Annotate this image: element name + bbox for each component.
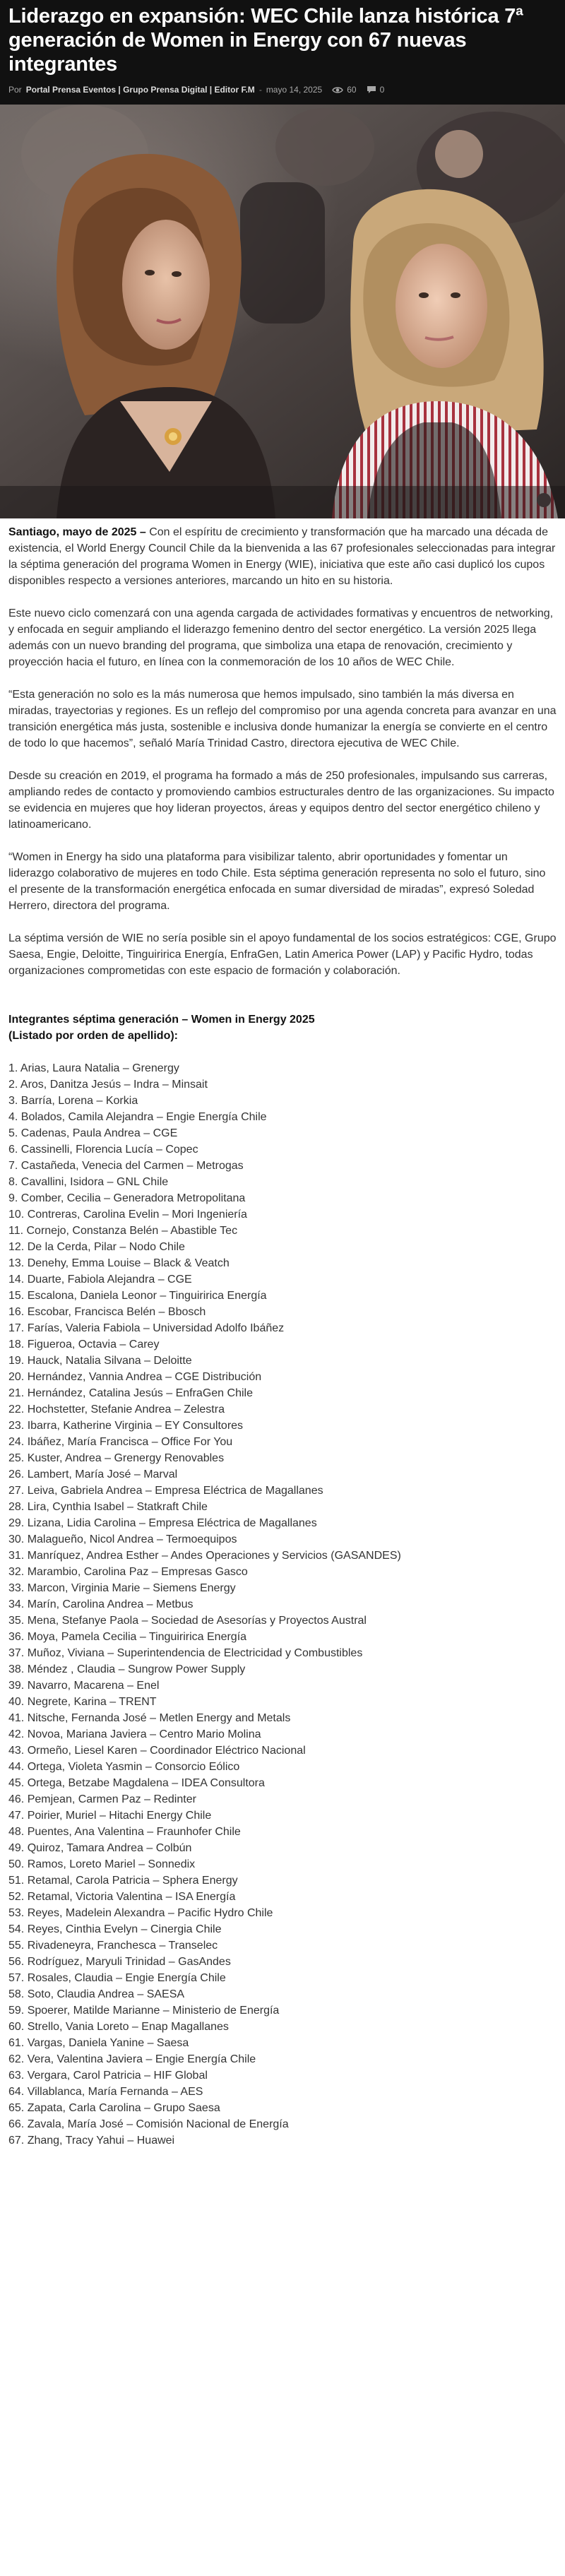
member-item: 14. Duarte, Fabiola Alejandra – CGE — [8, 1274, 192, 1286]
member-item: 56. Rodríguez, Maryuli Trinidad – GasAndes — [8, 1956, 231, 1968]
member-item: 17. Farías, Valeria Fabiola – Universidad Adolfo Ibáñez — [8, 1322, 285, 1334]
member-item: 11. Cornejo, Constanza Belén – Abastible Tec — [8, 1225, 238, 1237]
member-item: 3. Barría, Lorena – Korkia — [8, 1095, 138, 1107]
article-body — [0, 518, 565, 2177]
member-item: 49. Quiroz, Tamara Andrea – Colbún — [8, 1842, 192, 1854]
member-item: 20. Hernández, Vannia Andrea – CGE Distribución — [8, 1371, 262, 1383]
member-item: 55. Rivadeneyra, Franchesca – Transelec — [8, 1940, 218, 1952]
member-item: 33. Marcon, Virginia Marie – Siemens Energy — [8, 1582, 236, 1594]
member-item: 38. Méndez , Claudia – Sungrow Power Supply — [8, 1663, 246, 1675]
member-item: 43. Ormeño, Liesel Karen – Coordinador Eléctrico Nacional — [8, 1745, 306, 1757]
member-item: 28. Lira, Cynthia Isabel – Statkraft Chile — [8, 1501, 208, 1513]
member-item: 61. Vargas, Daniela Yanine – Saesa — [8, 2037, 189, 2049]
member-item: 15. Escalona, Daniela Leonor – Tinguiririca Energía — [8, 1290, 267, 1302]
member-item: 63. Vergara, Carol Patricia – HIF Global — [8, 2070, 208, 2082]
views-stat — [332, 85, 356, 95]
member-item: 1. Arias, Laura Natalia – Grenergy — [8, 1062, 179, 1074]
member-item: 66. Zavala, María José – Comisión Nacional de Energía — [8, 2118, 289, 2130]
meta-separator: - — [258, 85, 262, 95]
member-item: 67. Zhang, Tracy Yahui – Huawei — [8, 2135, 175, 2147]
member-item: 46. Pemjean, Carmen Paz – Redinter — [8, 1793, 196, 1805]
member-item: 34. Marín, Carolina Andrea – Metbus — [8, 1598, 194, 1610]
member-item: 10. Contreras, Carolina Evelin – Mori Ingeniería — [8, 1209, 247, 1221]
members-list — [8, 1060, 557, 2149]
by-label: Por — [8, 85, 22, 95]
member-item: 54. Reyes, Cinthia Evelyn – Cinergia Chile — [8, 1923, 222, 1935]
member-item: 21. Hernández, Catalina Jesús – EnfraGen Chile — [8, 1387, 253, 1399]
member-item: 60. Strello, Vania Loreto – Enap Magallanes — [8, 2021, 229, 2033]
member-item: 40. Negrete, Karina – TRENT — [8, 1696, 157, 1708]
member-item: 7. Castañeda, Venecia del Carmen – Metrogas — [8, 1160, 244, 1172]
member-item: 2. Aros, Danitza Jesús – Indra – Minsait — [8, 1079, 208, 1091]
article-meta — [8, 85, 557, 95]
member-item: 24. Ibáñez, María Francisca – Office For You — [8, 1436, 233, 1448]
member-item: 5. Cadenas, Paula Andrea – CGE — [8, 1127, 178, 1139]
body-paragraph: Este nuevo ciclo comenzará con una agenda cargada de actividades formativas y encuentros de networking, y enfocada en seguir ampliando el liderazgo femenino dentro del sector energético. La versión 2025 llega además con un nuevo branding del programa, que simboliza una etapa de renovación, crecimiento y proyección hacia el futuro, en línea con la conmemoración de los 10 años de WEC Chile. — [8, 607, 554, 668]
hero-photo — [0, 105, 565, 518]
member-item: 44. Ortega, Violeta Yasmin – Consorcio Eólico — [8, 1761, 240, 1773]
member-item: 25. Kuster, Andrea – Grenergy Renovables — [8, 1452, 225, 1464]
member-item: 31. Manríquez, Andrea Esther – Andes Operaciones y Servicios (GASANDES) — [8, 1550, 401, 1562]
member-item: 27. Leiva, Gabriela Andrea – Empresa Eléctrica de Magallanes — [8, 1485, 323, 1497]
member-item: 64. Villablanca, María Fernanda – AES — [8, 2086, 203, 2098]
members-subheading: (Listado por orden de apellido): — [8, 1030, 178, 1042]
member-item: 50. Ramos, Loreto Mariel – Sonnedix — [8, 1858, 196, 1870]
member-item: 13. Denehy, Emma Louise – Black & Veatch — [8, 1257, 230, 1269]
member-item: 51. Retamal, Carola Patricia – Sphera Energy — [8, 1875, 238, 1887]
body-paragraph: Desde su creación en 2019, el programa ha formado a más de 250 profesionales, impulsando sus carreras, ampliando redes de contacto y promoviendo cambios estructurales dentro de las organizaciones. Su impacto se evidencia en mujeres que hoy lideran proyectos, áreas y equipos dentro del sector energético chileno y latinoamericano. — [8, 770, 554, 831]
member-item: 35. Mena, Stefanye Paola – Sociedad de Asesorías y Proyectos Austral — [8, 1615, 367, 1627]
member-item: 29. Lizana, Lidia Carolina – Empresa Eléctrica de Magallanes — [8, 1517, 317, 1529]
member-item: 48. Puentes, Ana Valentina – Fraunhofer Chile — [8, 1826, 241, 1838]
member-item: 45. Ortega, Betzabe Magdalena – IDEA Consultora — [8, 1777, 265, 1789]
member-item: 9. Comber, Cecilia – Generadora Metropolitana — [8, 1192, 246, 1204]
member-item: 12. De la Cerda, Pilar – Nodo Chile — [8, 1241, 185, 1253]
member-item: 59. Spoerer, Matilde Marianne – Ministerio de Energía — [8, 2005, 280, 2017]
lead-text: Con el espíritu de crecimiento y transformación que ha marcado una década de existencia, el World Energy Council Chile da la bienvenida a las 67 profesionales seleccionadas para integrar la séptima generación del programa Women in Energy (WIE), iniciativa que este año casi duplicó los cupos disponibles respecto a versiones anteriores, marcando un hito en su historia. — [8, 526, 556, 587]
member-item: 41. Nitsche, Fernanda José – Metlen Energy and Metals — [8, 1712, 291, 1724]
member-item: 37. Muñoz, Viviana – Superintendencia de Electricidad y Combustibles — [8, 1647, 363, 1659]
views-count: 60 — [347, 85, 357, 95]
comments-count: 0 — [379, 85, 385, 95]
member-item: 32. Marambio, Carolina Paz – Empresas Gasco — [8, 1566, 248, 1578]
member-item: 65. Zapata, Carla Carolina – Grupo Saesa — [8, 2102, 220, 2114]
member-item: 36. Moya, Pamela Cecilia – Tinguiririca Energía — [8, 1631, 247, 1643]
member-item: 58. Soto, Claudia Andrea – SAESA — [8, 1988, 185, 2000]
member-item: 6. Cassinelli, Florencia Lucía – Copec — [8, 1144, 198, 1156]
lead-label: Santiago, mayo de 2025 – — [8, 526, 146, 538]
members-section — [8, 1011, 557, 2149]
member-item: 39. Navarro, Macarena – Enel — [8, 1680, 160, 1692]
member-item: 4. Bolados, Camila Alejandra – Engie Energía Chile — [8, 1111, 267, 1123]
article-header — [0, 0, 565, 105]
member-item: 16. Escobar, Francisca Belén – Bbosch — [8, 1306, 206, 1318]
member-item: 47. Poirier, Muriel – Hitachi Energy Chile — [8, 1810, 212, 1822]
member-item: 8. Cavallini, Isidora – GNL Chile — [8, 1176, 169, 1188]
member-item: 30. Malagueño, Nicol Andrea – Termoequipos — [8, 1533, 237, 1545]
member-item: 22. Hochstetter, Stefanie Andrea – Zelestra — [8, 1403, 225, 1415]
lead-paragraph — [8, 524, 557, 589]
publish-date: mayo 14, 2025 — [266, 85, 323, 95]
member-item: 62. Vera, Valentina Javiera – Engie Energía Chile — [8, 2053, 256, 2065]
member-item: 52. Retamal, Victoria Valentina – ISA Energía — [8, 1891, 236, 1903]
member-item: 18. Figueroa, Octavia – Carey — [8, 1339, 160, 1351]
body-paragraph: La séptima versión de WIE no sería posible sin el apoyo fundamental de los socios estratégicos: CGE, Grupo Saesa, Engie, Deloitte, Tinguiririca Energía, EnfraGen, Latin America Power (LAP) y Pacific Hydro, todas organizaciones comprometidas con este espacio de formación y colaboración. — [8, 932, 557, 977]
members-heading: Integrantes séptima generación – Women in Energy 2025 — [8, 1014, 315, 1026]
member-item: 57. Rosales, Claudia – Engie Energía Chile — [8, 1972, 226, 1984]
member-item: 42. Novoa, Mariana Javiera – Centro Mario Molina — [8, 1728, 261, 1740]
comment-icon — [367, 85, 376, 94]
member-item: 53. Reyes, Madelein Alexandra – Pacific Hydro Chile — [8, 1907, 273, 1919]
comments-link[interactable] — [367, 85, 385, 95]
article-title: Liderazgo en expansión: WEC Chile lanza histórica 7ª generación de Women in Energy con 67 nuevas integrantes — [8, 5, 523, 76]
member-item: 19. Hauck, Natalia Silvana – Deloitte — [8, 1355, 192, 1367]
author-link[interactable]: Portal Prensa Eventos | Grupo Prensa Digital | Editor F.M — [25, 85, 255, 95]
member-item: 26. Lambert, María José – Marval — [8, 1468, 178, 1480]
body-paragraph: “Women in Energy ha sido una plataforma para visibilizar talento, abrir oportunidades y fomentar un liderazgo colaborativo de mujeres en todo Chile. Esta séptima generación representa no solo el futuro, sino el presente de la transformación energética enfocada en sumar diversidad de miradas”, expresó Soledad Herrero, directora del programa. — [8, 851, 546, 912]
member-item: 23. Ibarra, Katherine Virginia – EY Consultores — [8, 1420, 244, 1432]
eye-icon — [332, 86, 343, 94]
body-paragraph: “Esta generación no solo es la más numerosa que hemos impulsado, sino también la más diversa en miradas, trayectorias y regiones. Es un reflejo del compromiso por una agenda concreta para avanzar en una transición energética más justa, sostenible e inclusiva donde humanizar la energía se convierte en el centro de todo lo que hacemos”, señaló María Trinidad Castro, directora ejecutiva de WEC Chile. — [8, 689, 557, 749]
